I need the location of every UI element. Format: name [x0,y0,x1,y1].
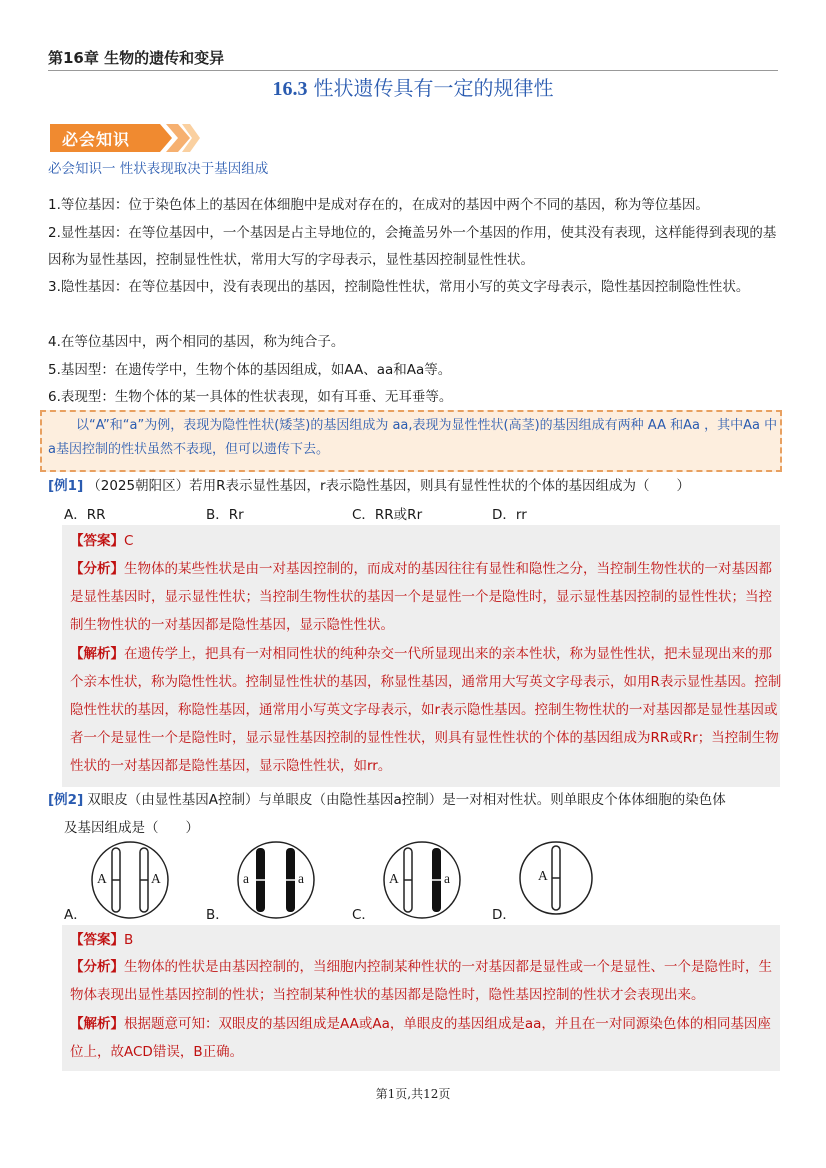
example1-tag: [例1] [48,478,84,494]
option-b: B． [206,907,229,923]
explain-text: 在遗传学上，把具有一对相同性状的纯种杂交一代所显现出来的亲本性状，称为显性性状，把未显现出来的那个亲本性状，称为隐性性状。控制显性性状的基因，称显性基因，通常用大写英文字母表示，如用R表示显性基因。控制隐性性状的基因，称隐性基因，通常用小写英文字母表示，如r表示隐性基因。控制生物性状的一对基因都是显性基因或者一个是显性一个是隐性时，显示显性基因控制的显性性状，则具有显性性状的个体的基因组成为RR或Rr；当控制生物性状的一对基因都是隐性基因，显示隐性性状，如rr。 [70,646,782,774]
example2-question-line2: 及基因组成是（ ） [64,820,199,836]
analysis-label: 【分析】 [70,959,124,975]
gene-label: A [538,868,548,883]
gene-label: A [151,871,161,886]
explain-label: 【解析】 [70,1016,124,1032]
section-title-text: 性状遗传具有一定的规律性 [313,76,554,100]
example2-tag: [例2] [48,792,84,808]
answer-value: C [124,533,134,549]
gene-label: A [389,871,399,886]
chapter-title: 第16章 生物的遗传和变异 [48,49,225,67]
answer-value: B [124,932,134,948]
option-a: A． [64,907,87,923]
example2-answer [70,926,782,954]
option-c: C．RR或Rr [352,507,423,523]
note-text: 以“A”和“a”为例，表现为隐性性状(矮茎)的基因组成为 aa,表现为显性性状(高茎)的基因组成有两种 AA 和Aa ，其中Aa 中a基因控制的性状虽然不表现，但可以遗传下去。 [48,418,778,457]
gene-label: a [444,871,450,886]
explain-label: 【解析】 [70,646,124,662]
page-number: 第1页,共12页 [375,1087,451,1101]
knowledge-item: 4.在等位基因中，两个相同的基因，称为纯合子。 [48,334,345,350]
cell-diagrams [60,838,780,928]
analysis-text: 生物体的某些性状是由一对基因控制的，而成对的基因往往有显性和隐性之分，当控制生物性状的一对基因都是显性基因时，显示显性性状；当控制生物性状的基因一个是显性一个是隐性时，显示显性基因控制的显性性状；当控制生物性状的一对基因都是隐性基因，显示隐性性状。 [70,561,772,633]
knowledge-subheading: 必会知识一 性状表现取决于基因组成 [48,161,269,177]
knowledge-item: 6.表现型：生物个体的某一具体的性状表现，如有耳垂、无耳垂等。 [48,389,453,405]
example2-question-line1: 双眼皮（由显性基因A控制）与单眼皮（由隐性基因a控制）是一对相对性状。则单眼皮个体体细胞的染色体 [87,792,726,808]
analysis-label: 【分析】 [70,561,124,577]
knowledge-item: 5.基因型：在遗传学中，生物个体的基因组成，如AA、aa和Aa等。 [48,362,452,378]
option-c: C． [352,907,375,923]
knowledge-item: 1.等位基因：位于染色体上的基因在体细胞中是成对存在的，在成对的基因中两个不同的基因，称为等位基因。 [48,197,709,213]
example1-answer [70,527,782,555]
analysis-text: 生物体的性状是由基因控制的，当细胞内控制某种性状的一对基因都是显性或一个是显性、一个是隐性时，生物体表现出显性基因控制的性状；当控制某种性状的基因都是隐性时，隐性基因控制的性状才会表现出来。 [70,959,772,1003]
explain-text: 根据题意可知：双眼皮的基因组成是AA或Aa，单眼皮的基因组成是aa，并且在一对同源染色体的相同基因座位上，故ACD错误，B正确。 [70,1016,771,1060]
option-d: D．rr [492,507,527,523]
option-a: A．RR [64,507,106,523]
option-b: B．Rr [206,507,244,523]
example1-question [48,474,690,494]
section-title [0,72,826,101]
answer-label: 【答案】 [70,533,124,549]
gene-label: a [243,871,249,886]
knowledge-item: 2.显性基因：在等位基因中，一个基因是占主导地位的，会掩盖另外一个基因的作用，使其没有表现，这样能得到表现的基因称为显性基因，控制显性性状，常用大写的字母表示，显性基因控制显性性状。 [48,225,777,268]
example2-question [48,786,726,842]
example2-explain [70,1010,782,1066]
knowledge-item: 3.隐性基因：在等位基因中，没有表现出的基因，控制隐性性状，常用小写的英文字母表示，隐性基因控制隐性性状。 [48,279,750,295]
banner-label: 必会知识 [62,130,131,149]
example1-explain [70,640,782,780]
gene-label: a [298,871,304,886]
cell-diagram-d [520,842,592,914]
answer-label: 【答案】 [70,932,124,948]
example1-question-text: （2025朝阳区）若用R表示显性基因，r表示隐性基因，则具有显性性状的个体的基因组成为（ ） [87,478,691,494]
section-number: 16.3 [272,78,308,100]
header-divider [48,70,778,71]
gene-label: A [97,871,107,886]
example1-analysis [70,555,782,639]
option-d: D． [492,907,516,923]
example2-analysis [70,953,782,1009]
